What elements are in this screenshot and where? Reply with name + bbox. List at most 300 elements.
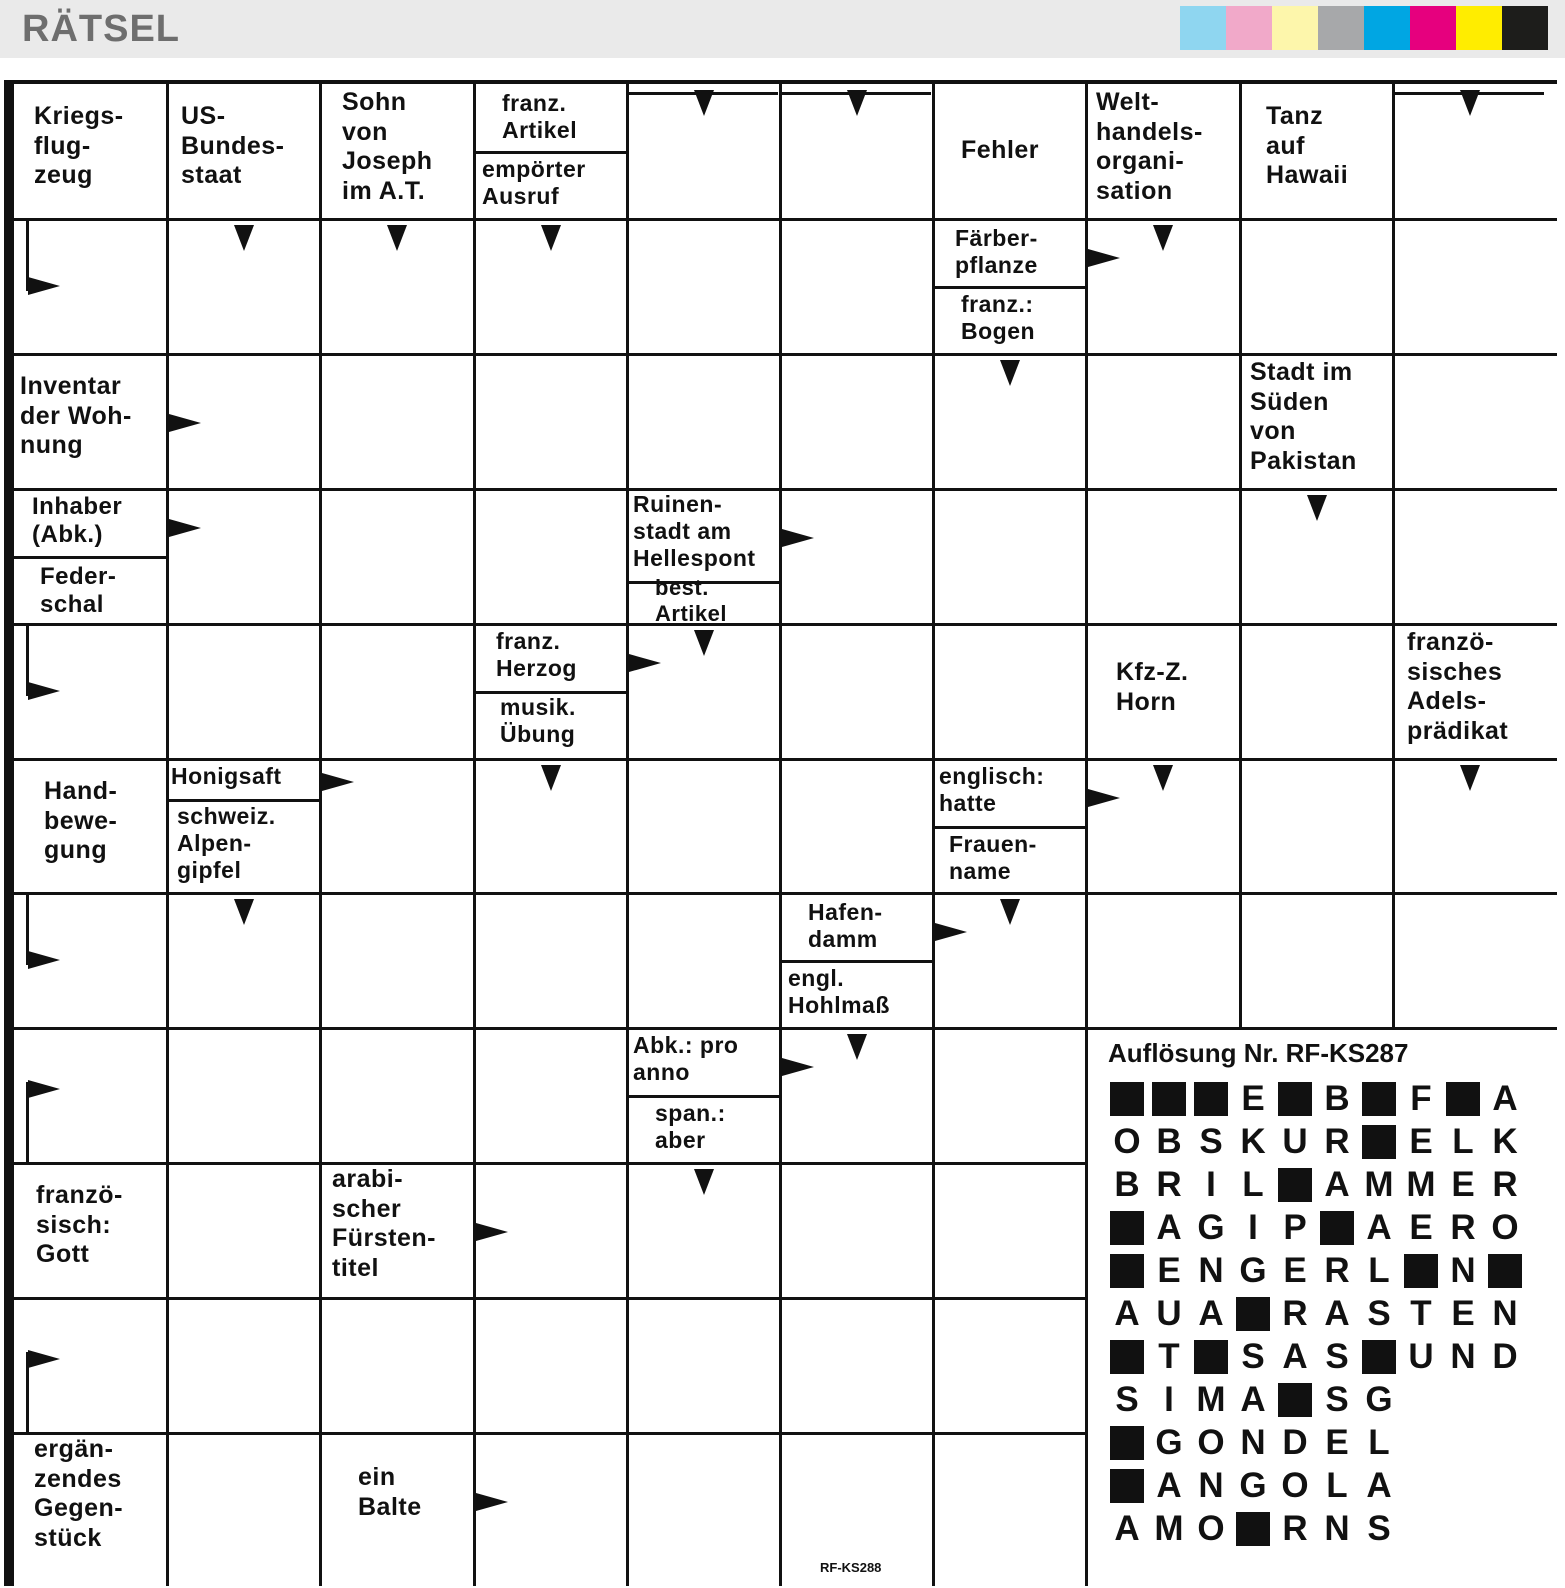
- clue-line: Kriegs-: [34, 102, 124, 130]
- crossword-grid: [4, 80, 1557, 1586]
- solution-letter: L: [1242, 1165, 1264, 1204]
- clue-line: ein: [358, 1463, 396, 1491]
- clue-line: Hohlmaß: [788, 992, 890, 1019]
- solution-letter: U: [1408, 1337, 1434, 1376]
- clue-line: Herzog: [496, 655, 577, 682]
- arrow-right-icon: [169, 414, 201, 432]
- arrow-right-icon: [1088, 789, 1120, 807]
- arrow-right-icon: [935, 923, 967, 941]
- solution-letter: D: [1492, 1337, 1518, 1376]
- solution-letter: B: [1114, 1165, 1140, 1204]
- arrow-down-icon: [694, 630, 714, 656]
- solution-letter: S: [1325, 1337, 1349, 1376]
- solution-row: [1106, 1510, 1400, 1548]
- solution-row: [1106, 1123, 1526, 1161]
- clue-line: Feder-: [40, 563, 117, 590]
- clue-line: sisches: [1407, 657, 1503, 686]
- clue-best-artikel: [655, 575, 727, 627]
- clue-line: Balte: [358, 1492, 422, 1521]
- split-line: [167, 799, 320, 802]
- clue-line: Ruinen-: [633, 491, 723, 517]
- solution-black-square: [1316, 1209, 1358, 1247]
- clue-line: Joseph: [342, 147, 433, 175]
- arrow-down-icon: [541, 225, 561, 251]
- solution-letter: N: [1198, 1466, 1224, 1505]
- clue-line: franz.: [502, 90, 567, 116]
- clue-line: Tanz: [1266, 102, 1324, 130]
- puzzle-code: RF-KS288: [820, 1560, 882, 1575]
- clue-line: staat: [181, 161, 242, 189]
- solution-letter: A: [1366, 1208, 1392, 1247]
- solution-letter: A: [1240, 1380, 1266, 1419]
- solution-letter: O: [1197, 1509, 1225, 1548]
- solution-letter: L: [1326, 1466, 1348, 1505]
- clue-franz-herzog: [496, 628, 577, 682]
- solution-letter: A: [1156, 1208, 1182, 1247]
- solution-letter: D: [1282, 1423, 1308, 1462]
- clue-line: Inventar: [20, 372, 122, 400]
- clue-line: Bundes-: [181, 131, 285, 160]
- grid-line: [626, 84, 629, 1586]
- color-swatch: [1318, 6, 1364, 50]
- grid-line: [14, 218, 1557, 221]
- clue-line: pflanze: [955, 252, 1038, 279]
- clue-line: ergän-: [34, 1435, 114, 1463]
- clue-inhaber: [32, 493, 122, 550]
- clue-line: auf: [1266, 131, 1305, 160]
- clue-line: Hawaii: [1266, 161, 1349, 189]
- solution-letter: A: [1156, 1466, 1182, 1505]
- clue-schweiz-alpengipfel: [177, 803, 276, 884]
- clue-line: empörter: [482, 156, 586, 182]
- clue-line: hatte: [939, 790, 997, 817]
- solution-letter: A: [1366, 1466, 1392, 1505]
- clue-line: Übung: [500, 721, 576, 748]
- clue-musik-uebung: [500, 694, 576, 748]
- clue-franz-artikel: [502, 90, 577, 144]
- clue-line: Alpen-: [177, 830, 252, 857]
- clue-line: Ausruf: [482, 183, 560, 210]
- solution-letter: S: [1199, 1122, 1223, 1161]
- clue-line: Süden: [1250, 387, 1329, 416]
- clue-line: stück: [34, 1523, 102, 1552]
- clue-line: franz.: [496, 628, 561, 654]
- clue-englisch-hatte: [939, 763, 1044, 817]
- solution-black-square: [1442, 1080, 1484, 1118]
- clue-line: musik.: [500, 694, 576, 720]
- clue-line: gipfel: [177, 857, 242, 884]
- arrow-down-icon: [1000, 360, 1020, 386]
- solution-row: [1106, 1338, 1526, 1376]
- color-calibration-bar: [1180, 6, 1548, 50]
- solution-letter: N: [1198, 1251, 1224, 1290]
- solution-letter: R: [1324, 1251, 1350, 1290]
- clue-line: Kfz-Z.: [1116, 658, 1189, 686]
- grid-line: [14, 353, 1557, 356]
- solution-letter: F: [1410, 1079, 1432, 1118]
- clue-ein-balte: [358, 1463, 422, 1522]
- arrow-right-icon: [28, 951, 60, 969]
- solution-letter: S: [1115, 1380, 1139, 1419]
- clue-line: sation: [1096, 176, 1173, 205]
- solution-black-square: [1232, 1295, 1274, 1333]
- solution-letter: B: [1156, 1122, 1182, 1161]
- clue-line: Frauen-: [949, 831, 1037, 857]
- solution-letter: G: [1197, 1208, 1225, 1247]
- solution-letter: A: [1114, 1294, 1140, 1333]
- clue-line: US-: [181, 102, 226, 130]
- clue-line: Hand-: [44, 777, 118, 805]
- solution-letter: O: [1113, 1122, 1141, 1161]
- arrow-down-icon: [1153, 765, 1173, 791]
- clue-stadt-pakistan: [1250, 358, 1357, 476]
- solution-row: [1106, 1080, 1526, 1118]
- solution-letter: N: [1492, 1294, 1518, 1333]
- grid-line: [779, 84, 782, 1586]
- clue-line: arabi-: [332, 1165, 404, 1193]
- solution-letter: I: [1206, 1165, 1216, 1204]
- solution-letter: R: [1324, 1122, 1350, 1161]
- color-swatch: [1364, 6, 1410, 50]
- grid-line: [14, 758, 1557, 761]
- solution-letter: N: [1324, 1509, 1350, 1548]
- clue-line: Hellespont: [633, 545, 756, 572]
- solution-letter: S: [1325, 1380, 1349, 1419]
- arrow-stem: [629, 92, 778, 95]
- solution-title: Auflösung Nr. RF-KS287: [1108, 1038, 1409, 1068]
- solution-letter: R: [1450, 1208, 1476, 1247]
- arrow-down-icon: [1153, 225, 1173, 251]
- solution-letter: M: [1154, 1509, 1184, 1548]
- solution-row: [1106, 1295, 1526, 1333]
- clue-line: name: [949, 858, 1012, 885]
- clue-line: Gott: [36, 1240, 90, 1268]
- solution-row: [1106, 1424, 1400, 1462]
- clue-tanz-auf-hawaii: [1266, 102, 1348, 191]
- solution-letter: I: [1164, 1380, 1174, 1419]
- solution-letter: E: [1241, 1079, 1265, 1118]
- clue-line: Fürsten-: [332, 1224, 436, 1252]
- solution-letter: R: [1282, 1294, 1308, 1333]
- color-swatch: [1410, 6, 1456, 50]
- arrow-right-icon: [476, 1493, 508, 1511]
- clue-abk-pro-anno: [633, 1032, 738, 1086]
- solution-letter: E: [1451, 1294, 1475, 1333]
- clue-inventar: [20, 372, 132, 461]
- clue-federschal: [40, 563, 116, 620]
- clue-ruinenstadt: [633, 491, 756, 572]
- clue-line: gung: [44, 836, 108, 864]
- clue-line: sisch:: [36, 1210, 112, 1239]
- clue-line: Abk.: pro: [633, 1032, 739, 1058]
- color-swatch: [1502, 6, 1548, 50]
- solution-letter: A: [1114, 1509, 1140, 1548]
- clue-line: titel: [332, 1253, 379, 1282]
- clue-line: Artikel: [655, 600, 727, 626]
- solution-letter: A: [1198, 1294, 1224, 1333]
- clue-engl-hohlmass: [788, 965, 890, 1019]
- solution-row: [1106, 1209, 1526, 1247]
- solution-letter: G: [1239, 1251, 1267, 1290]
- solution-black-square: [1274, 1080, 1316, 1118]
- grid-line: [14, 1297, 1086, 1300]
- split-line: [474, 151, 627, 154]
- solution-black-square: [1106, 1252, 1148, 1290]
- solution-letter: P: [1283, 1208, 1307, 1247]
- solution-letter: K: [1492, 1122, 1518, 1161]
- clue-line: englisch:: [939, 763, 1045, 789]
- clue-line: von: [1250, 417, 1296, 445]
- clue-arabischer-fuerstentitel: [332, 1165, 436, 1283]
- solution-letter: M: [1406, 1165, 1436, 1204]
- clue-line: Honigsaft: [171, 763, 282, 789]
- solution-row: [1106, 1467, 1400, 1505]
- grid-line: [14, 1162, 1086, 1165]
- arrow-down-icon: [541, 765, 561, 791]
- clue-line: scher: [332, 1194, 402, 1223]
- split-line: [780, 960, 933, 963]
- solution-black-square: [1190, 1080, 1232, 1118]
- clue-line: schweiz.: [177, 803, 276, 829]
- clue-us-bundesstaat: [181, 102, 285, 191]
- arrow-down-icon: [234, 225, 254, 251]
- clue-ergaenzendes-gegenstueck: [34, 1435, 123, 1553]
- clue-line: franzö-: [1407, 628, 1494, 656]
- solution-row: [1106, 1166, 1526, 1204]
- split-line: [627, 1095, 780, 1098]
- color-swatch: [1272, 6, 1318, 50]
- solution-letter: E: [1283, 1251, 1307, 1290]
- clue-franz-gott: [36, 1181, 123, 1270]
- clue-hafendamm: [808, 899, 883, 953]
- arrow-down-icon: [387, 225, 407, 251]
- solution-letter: O: [1281, 1466, 1309, 1505]
- arrow-right-icon: [28, 1080, 60, 1098]
- grid-line: [1392, 84, 1395, 1028]
- clue-sohn-von-joseph: [342, 88, 433, 206]
- arrow-stem: [782, 92, 931, 95]
- solution-letter: E: [1409, 1122, 1433, 1161]
- clue-line: span.:: [655, 1100, 726, 1126]
- arrow-right-icon: [28, 277, 60, 295]
- solution-letter: A: [1324, 1165, 1350, 1204]
- solution-letter: U: [1156, 1294, 1182, 1333]
- solution-letter: M: [1364, 1165, 1394, 1204]
- split-line: [14, 556, 167, 559]
- clue-kriegsflugzeug: [34, 102, 124, 191]
- solution-letter: I: [1248, 1208, 1258, 1247]
- clue-line: Welt-: [1096, 88, 1160, 116]
- solution-black-square: [1358, 1080, 1400, 1118]
- clue-line: Artikel: [502, 117, 578, 144]
- solution-black-square: [1106, 1338, 1148, 1376]
- solution-letter: G: [1239, 1466, 1267, 1505]
- clue-line: flug-: [34, 131, 91, 160]
- solution-letter: L: [1368, 1251, 1390, 1290]
- solution-row: [1106, 1252, 1526, 1290]
- solution-black-square: [1232, 1510, 1274, 1548]
- solution-letter: L: [1452, 1122, 1474, 1161]
- clue-line: bewe-: [44, 806, 118, 835]
- page-title: RÄTSEL: [22, 8, 180, 50]
- solution-letter: K: [1240, 1122, 1266, 1161]
- clue-line: Färber-: [955, 225, 1038, 251]
- grid-line: [473, 84, 476, 1586]
- solution-letter: A: [1492, 1079, 1518, 1118]
- arrow-down-icon: [694, 1169, 714, 1195]
- grid-line: [14, 1027, 1557, 1030]
- arrow-down-icon: [847, 1034, 867, 1060]
- split-line: [933, 286, 1086, 289]
- solution-letter: N: [1450, 1251, 1476, 1290]
- clue-line: (Abk.): [32, 521, 103, 549]
- clue-line: prädikat: [1407, 716, 1509, 745]
- solution-black-square: [1400, 1252, 1442, 1290]
- arrow-stem: [1395, 92, 1544, 95]
- arrow-right-icon: [782, 1058, 814, 1076]
- solution-black-square: [1106, 1080, 1148, 1118]
- grid-line: [14, 1432, 1086, 1435]
- clue-line: schal: [40, 591, 104, 619]
- solution-letter: B: [1324, 1079, 1350, 1118]
- solution-row: [1106, 1381, 1400, 1419]
- arrow-right-icon: [28, 1350, 60, 1368]
- solution-letter: N: [1240, 1423, 1266, 1462]
- solution-letter: G: [1155, 1423, 1183, 1462]
- arrow-right-icon: [782, 529, 814, 547]
- arrow-right-icon: [1088, 249, 1120, 267]
- clue-line: anno: [633, 1059, 690, 1086]
- clue-line: Inhaber: [32, 493, 123, 520]
- grid-line: [14, 488, 1557, 491]
- arrow-down-icon: [234, 899, 254, 925]
- clue-line: aber: [655, 1127, 706, 1154]
- solution-letter: G: [1365, 1380, 1393, 1419]
- solution-letter: A: [1324, 1294, 1350, 1333]
- solution-letter: O: [1197, 1423, 1225, 1462]
- solution-letter: R: [1492, 1165, 1518, 1204]
- solution-black-square: [1358, 1338, 1400, 1376]
- arrow-right-icon: [629, 654, 661, 672]
- clue-line: Adels-: [1407, 687, 1487, 715]
- grid-line: [166, 84, 169, 1586]
- clue-line: engl.: [788, 965, 845, 991]
- clue-line: best.: [655, 575, 709, 600]
- clue-line: damm: [808, 926, 878, 953]
- clue-empoerter-ausruf: [482, 156, 586, 210]
- solution-letter: E: [1451, 1165, 1475, 1204]
- grid-line: [932, 84, 935, 1586]
- clue-line: nung: [20, 431, 84, 459]
- crossword-grid-inner: [14, 84, 1557, 1586]
- arrow-down-icon: [1000, 899, 1020, 925]
- arrow-right-icon: [476, 1223, 508, 1241]
- solution-letter: T: [1410, 1294, 1432, 1333]
- solution-black-square: [1106, 1424, 1148, 1462]
- arrow-right-icon: [28, 682, 60, 700]
- clue-line: zendes: [34, 1464, 122, 1493]
- solution-letter: U: [1282, 1122, 1308, 1161]
- clue-span-aber: [655, 1100, 726, 1154]
- clue-line: zeug: [34, 161, 93, 189]
- clue-faerberpflanze: [955, 225, 1038, 279]
- solution-letter: L: [1368, 1423, 1390, 1462]
- clue-line: im A.T.: [342, 176, 426, 205]
- clue-line: stadt am: [633, 518, 732, 545]
- solution-letter: M: [1196, 1380, 1226, 1419]
- arrow-right-icon: [322, 773, 354, 791]
- clue-line: handels-: [1096, 117, 1203, 146]
- clue-line: Hafen-: [808, 899, 883, 925]
- clue-franz-adelspraedikat: [1407, 628, 1508, 746]
- color-swatch: [1180, 6, 1226, 50]
- clue-line: der Woh-: [20, 401, 132, 430]
- solution-letter: T: [1158, 1337, 1180, 1376]
- arrow-right-icon: [169, 519, 201, 537]
- grid-line: [1085, 84, 1088, 1586]
- solution-black-square: [1148, 1080, 1190, 1118]
- grid-line: [319, 84, 322, 1586]
- solution-letter: E: [1157, 1251, 1181, 1290]
- grid-line: [14, 892, 1557, 895]
- clue-line: Stadt im: [1250, 358, 1353, 386]
- clue-line: Sohn: [342, 88, 407, 116]
- clue-line: franz.:: [961, 291, 1034, 317]
- grid-line: [14, 623, 1557, 626]
- clue-fehler: [961, 136, 1039, 166]
- solution-black-square: [1484, 1252, 1526, 1290]
- solution-black-square: [1190, 1338, 1232, 1376]
- solution-letter: E: [1409, 1208, 1433, 1247]
- clue-welthandelsorganisation: [1096, 88, 1203, 206]
- solution-letter: A: [1282, 1337, 1308, 1376]
- clue-franz-bogen: [961, 291, 1035, 345]
- grid-line: [1239, 84, 1242, 1028]
- solution-black-square: [1274, 1166, 1316, 1204]
- solution-black-square: [1274, 1381, 1316, 1419]
- solution-letter: S: [1367, 1294, 1391, 1333]
- solution-black-square: [1106, 1209, 1148, 1247]
- page-header: [0, 0, 1565, 58]
- clue-kfz-horn: [1116, 658, 1188, 717]
- solution-black-square: [1106, 1467, 1148, 1505]
- solution-black-square: [1358, 1123, 1400, 1161]
- clue-line: von: [342, 117, 388, 146]
- solution-letter: R: [1282, 1509, 1308, 1548]
- clue-frauenname: [949, 831, 1037, 885]
- clue-line: Gegen-: [34, 1494, 124, 1522]
- clue-line: organi-: [1096, 147, 1185, 175]
- clue-line: Pakistan: [1250, 446, 1357, 475]
- color-swatch: [1226, 6, 1272, 50]
- arrow-down-icon: [1460, 765, 1480, 791]
- arrow-down-icon: [1307, 495, 1327, 521]
- solution-letter: R: [1156, 1165, 1182, 1204]
- clue-handbewegung: [44, 777, 117, 866]
- clue-line: Fehler: [961, 136, 1040, 164]
- solution-letter: E: [1325, 1423, 1349, 1462]
- color-swatch: [1456, 6, 1502, 50]
- solution-letter: S: [1367, 1509, 1391, 1548]
- clue-honigsaft: [171, 763, 282, 790]
- clue-line: Horn: [1116, 687, 1177, 716]
- solution-letter: S: [1241, 1337, 1265, 1376]
- solution-letter: N: [1450, 1337, 1476, 1376]
- solution-letter: O: [1491, 1208, 1519, 1247]
- clue-line: Bogen: [961, 318, 1036, 345]
- clue-line: franzö-: [36, 1181, 123, 1209]
- split-line: [933, 826, 1086, 829]
